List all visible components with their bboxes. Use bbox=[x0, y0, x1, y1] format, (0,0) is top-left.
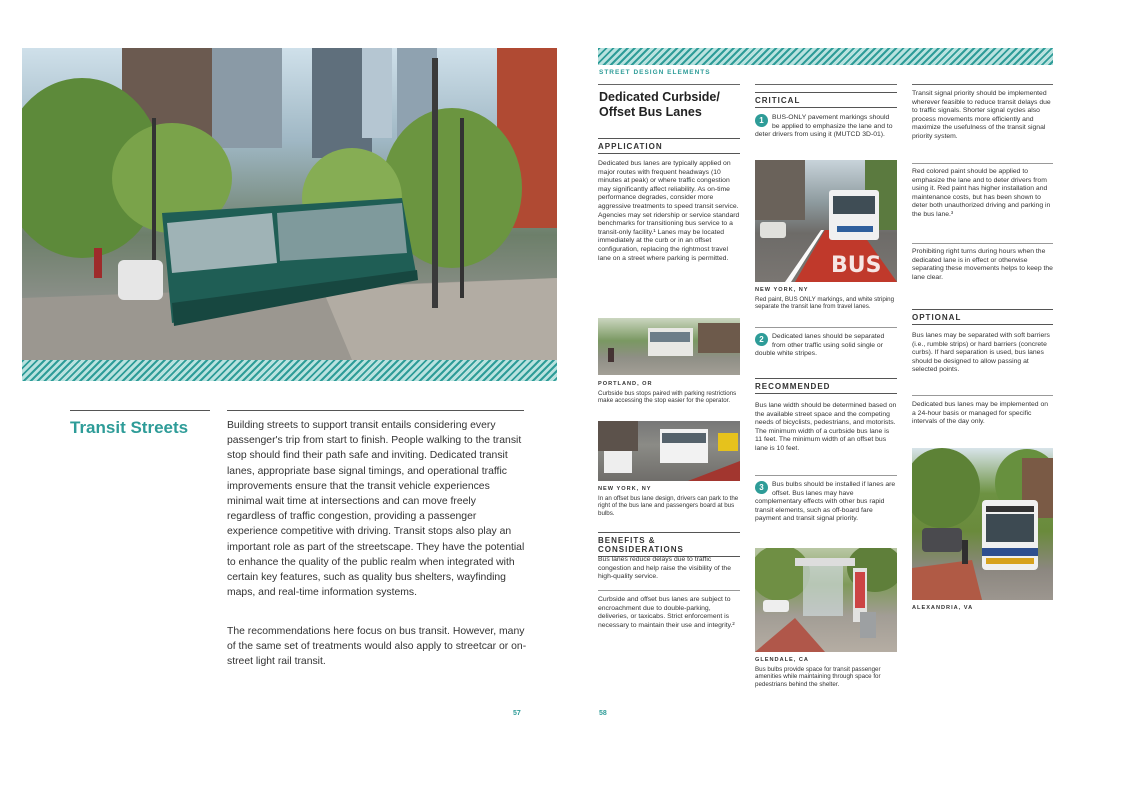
optional-divider bbox=[912, 395, 1053, 396]
alexandria-caption bbox=[912, 605, 1053, 614]
glendale-caption-location: GLENDALE, CA bbox=[755, 657, 809, 663]
alexandria-photo bbox=[912, 448, 1053, 600]
portland-caption-location: PORTLAND, OR bbox=[598, 381, 653, 387]
recommended-divider bbox=[755, 475, 897, 476]
benefits-divider bbox=[598, 590, 740, 591]
page-title: Transit Streets bbox=[70, 418, 189, 437]
optional-text-2: Dedicated bus lanes may be implemented on a 24-hour basis or managed for specific intervals of the day only. bbox=[912, 401, 1049, 426]
page-number-right: 58 bbox=[599, 710, 607, 717]
new-york-offset-caption bbox=[598, 486, 740, 517]
application-text: Dedicated bus lanes are typically applied on major routes with frequent headways (10 minutes at peak) or where traffic congestion may significantly affect reliability. As on-time performance degrades, consider more aggressive treatments to speed transit service. Agencies may set ridership or service standard benchmarks for transitioning bus service to a transit-only facility.¹ Lanes may be located immediately at the curb or in an offset configuration, replacing the rightmost travel lane on a street where parking is permitted. bbox=[598, 160, 740, 262]
benefits-text-1: Bus lanes reduce delays due to traffic congestion and help raise the visibility of the high-quality service. bbox=[598, 556, 731, 581]
recommended-number-3: 3 bbox=[755, 481, 768, 494]
portland-caption bbox=[598, 381, 740, 405]
recommended-item-3 bbox=[755, 481, 897, 524]
new-york-bus-lane-caption-text: Red paint, BUS ONLY markings, and white striping separate the transit lane from travel lanes. bbox=[755, 295, 895, 311]
recommended-text: Bus lane width should be determined based on the available street space and the competing needs of bicyclists, pedestrians, and motorists. The minimum width of a curbside bus lane is 11 feet. The minimum width of an offset bus lane is 10 feet. bbox=[755, 402, 897, 452]
critical-number-2: 2 bbox=[755, 333, 768, 346]
page-number-left: 57 bbox=[513, 710, 521, 717]
new-york-offset-caption-location: NEW YORK, NY bbox=[598, 486, 652, 492]
portland-photo bbox=[598, 318, 740, 375]
critical-text-2: Dedicated lanes should be separated from other traffic using solid single or double white stripes. bbox=[755, 333, 885, 358]
optional-label: OPTIONAL bbox=[912, 309, 1053, 325]
glendale-caption bbox=[755, 657, 897, 688]
streetcar-photo bbox=[22, 48, 557, 360]
recommend-paragraph: The recommendations here focus on bus transit. However, many of the same set of treatments would also apply to streetcar or on-street light rail transit. bbox=[227, 626, 527, 668]
photo-stripe-band bbox=[22, 360, 557, 381]
column3-text-2: Red colored paint should be applied to emphasize the lane and to deter drivers from using it. Red paint has higher installation and maintenance costs, but has been shown to deter both unauthorized driving and parking in the bus lane.³ bbox=[912, 168, 1051, 218]
heading bbox=[599, 90, 744, 119]
alexandria-caption-location: ALEXANDRIA, VA bbox=[912, 605, 974, 611]
column2-top-rule bbox=[755, 84, 897, 85]
application-label: APPLICATION bbox=[598, 138, 740, 154]
glendale-photo bbox=[755, 548, 897, 652]
critical-number-1: 1 bbox=[755, 114, 768, 127]
intro-paragraph: Building streets to support transit entails considering every passenger's trip from start to finish. People walking to the transit stop should find their path safe and inviting. Dedicated transit lanes, appropriate base signal timings, and operational traffic improvements ensure that the transit vehicle experiences minimal wait time at intersections and can move freely regardless of traffic congestion, providing a passenger experience competitive with driving. Transit stops also play an important role as part of the streetscape. They have the potential to enhance the quality of the public realm when integrated with certain key features, such as quality bus shelters, wayfinding maps, and real-time information systems. bbox=[227, 420, 525, 599]
benefits-text-2: Curbside and offset bus lanes are subject to encroachment due to double-parking, deliveries, or taxicabs. Strict enforcement is necessary to maintain their use and integrity.² bbox=[598, 596, 735, 629]
recommended-text-3: Bus bulbs should be installed if lanes are offset. Bus lanes may have complementary effects with other bus rapid transit elements, such as off-board fare payment and transit signal priority. bbox=[755, 481, 896, 523]
new-york-bus-lane-caption-location: NEW YORK, NY bbox=[755, 287, 809, 293]
column3-text-1: Transit signal priority should be implemented wherever feasible to reduce transit delays due to traffic signals. Shorter signal cycles also process movements more efficiently and maximize the usefulness of the transit signal priority system. bbox=[912, 90, 1051, 140]
heading-line-1: Dedicated Curbside/ bbox=[599, 90, 720, 104]
critical-text-1: BUS-ONLY pavement markings should be applied to emphasize the lane and to deter drivers from using it (MUTCD 3D-01). bbox=[755, 114, 893, 139]
heading-line-2: Offset Bus Lanes bbox=[599, 104, 702, 119]
new-york-offset-caption-text: In an offset bus lane design, drivers can park to the right of the bus lane and passengers board at bus bulbs. bbox=[598, 494, 739, 517]
column3-text-3: Prohibiting right turns during hours when the dedicated lane is in effect or otherwise separating these movements helps to keep the lane clear. bbox=[912, 248, 1053, 281]
optional-text-1: Bus lanes may be separated with soft barriers (i.e., rumble strips) or hard barriers (concrete curbs). If hard separation is used, bus lanes should be designed to allow passing at selected points. bbox=[912, 332, 1050, 374]
column3-top-rule bbox=[912, 84, 1053, 85]
glendale-caption-text: Bus bulbs provide space for transit passenger amenities while maintaining through space for pedestrians behind the shelter. bbox=[755, 665, 881, 688]
recommended-label: RECOMMENDED bbox=[755, 378, 897, 394]
new-york-bus-lane-caption bbox=[755, 287, 897, 311]
critical-item-2 bbox=[755, 333, 897, 359]
benefits-label: BENEFITS & CONSIDERATIONS bbox=[598, 532, 740, 557]
column3-divider-1 bbox=[912, 163, 1053, 164]
kicker-rule bbox=[598, 84, 740, 85]
intro-rule bbox=[227, 410, 524, 411]
critical-divider bbox=[755, 327, 897, 328]
column3-divider-2 bbox=[912, 243, 1053, 244]
portland-caption-text: Curbside bus stops paired with parking restrictions make accessing the stop easier for the operator. bbox=[598, 389, 737, 405]
title-rule bbox=[70, 410, 210, 411]
critical-label: CRITICAL bbox=[755, 92, 897, 108]
new-york-bus-lane-photo bbox=[755, 160, 897, 282]
bus-pavement-marking: BUS bbox=[831, 253, 882, 278]
header-stripe-band bbox=[598, 48, 1053, 65]
new-york-offset-photo bbox=[598, 421, 740, 481]
section-kicker: STREET DESIGN ELEMENTS bbox=[599, 69, 711, 76]
critical-item-1 bbox=[755, 114, 897, 140]
